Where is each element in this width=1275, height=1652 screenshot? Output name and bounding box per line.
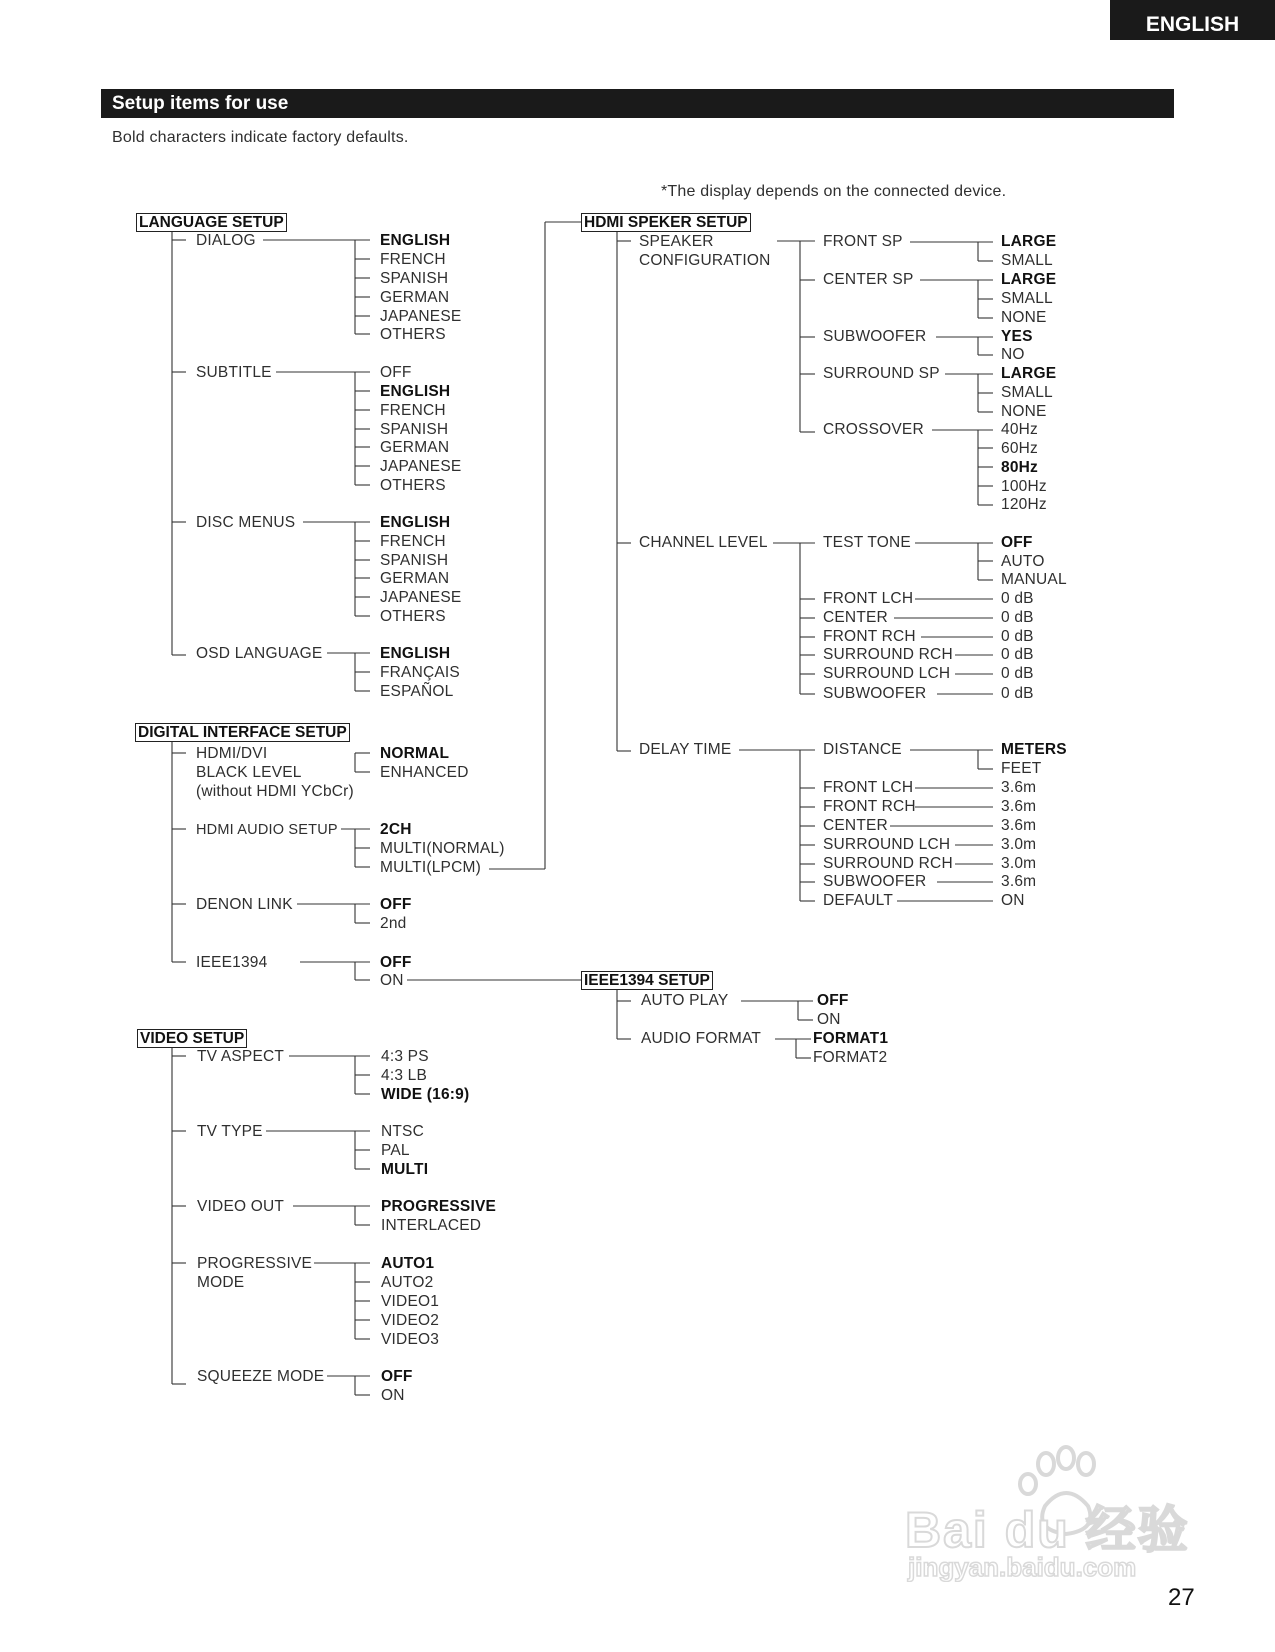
subwoofer-sp-option: YES — [1001, 328, 1033, 345]
delay-value: 3.0m — [1001, 855, 1037, 872]
subtitle-option: OFF — [380, 364, 412, 381]
dialog-label: DIALOG — [196, 232, 256, 249]
subtitle-option: JAPANESE — [380, 458, 462, 475]
tv-aspect-option: 4:3 PS — [381, 1048, 429, 1065]
center-sp-option: SMALL — [1001, 290, 1053, 307]
language-tab: ENGLISH — [1110, 0, 1275, 40]
delay-value: 3.6m — [1001, 817, 1037, 834]
test-tone-option: OFF — [1001, 534, 1033, 551]
disc-menus-option: JAPANESE — [380, 589, 462, 606]
language-setup-title: LANGUAGE SETUP — [136, 213, 287, 232]
audio-format-option: FORMAT2 — [813, 1049, 888, 1066]
squeeze-mode-label: SQUEEZE MODE — [197, 1368, 325, 1385]
disc-menus-label: DISC MENUS — [196, 514, 296, 531]
channel-level-value: 0 dB — [1001, 685, 1034, 702]
audio-format-label: AUDIO FORMAT — [641, 1030, 762, 1047]
denon-link-label: DENON LINK — [196, 896, 293, 913]
delay-time-label: DELAY TIME — [639, 741, 732, 758]
crossover-option: 120Hz — [1001, 496, 1047, 513]
dialog-option: GERMAN — [380, 289, 450, 306]
black-level-label: BLACK LEVEL — [196, 764, 302, 781]
progressive-mode-option: AUTO1 — [381, 1255, 435, 1272]
footnote: *The display depends on the connected device. — [661, 183, 1007, 200]
surround-sp-label: SURROUND SP — [823, 365, 940, 382]
hdmi-audio-label: HDMI AUDIO SETUP — [196, 822, 338, 838]
channel-level-value: 0 dB — [1001, 590, 1034, 607]
delay-value: 3.6m — [1001, 873, 1037, 890]
tv-type-option: PAL — [381, 1142, 410, 1159]
delay-channel: CENTER — [823, 817, 888, 834]
tv-aspect-option: WIDE (16:9) — [381, 1086, 470, 1103]
delay-channel: FRONT LCH — [823, 779, 914, 796]
disc-menus-option: GERMAN — [380, 570, 450, 587]
dialog-option: ENGLISH — [380, 232, 451, 249]
ieee1394-option: OFF — [380, 954, 412, 971]
disc-menus-option: OTHERS — [380, 608, 446, 625]
tv-type-label: TV TYPE — [197, 1123, 263, 1140]
ieee1394-label: IEEE1394 — [196, 954, 268, 971]
delay-value: 3.6m — [1001, 779, 1037, 796]
channel-level-value: 0 dB — [1001, 628, 1034, 645]
crossover-label: CROSSOVER — [823, 421, 924, 438]
squeeze-mode-option: ON — [381, 1387, 405, 1404]
ieee1394-setup-title: IEEE1394 SETUP — [581, 971, 713, 990]
crossover-option: 40Hz — [1001, 421, 1038, 438]
channel-level-channel: FRONT LCH — [823, 590, 914, 607]
crossover-option: 60Hz — [1001, 440, 1038, 457]
delay-value: 3.6m — [1001, 798, 1037, 815]
delay-channel: FRONT RCH — [823, 798, 916, 815]
test-tone-label: TEST TONE — [823, 534, 911, 551]
tv-type-option: MULTI — [381, 1161, 429, 1178]
watermark-url: jingyan.baidu.com — [908, 1552, 1137, 1582]
delay-channel: SUBWOOFER — [823, 873, 927, 890]
defaults-note: Bold characters indicate factory defaults. — [112, 129, 409, 146]
dialog-option: FRENCH — [380, 251, 446, 268]
surround-sp-option: SMALL — [1001, 384, 1053, 401]
section-title: Setup items for use — [101, 89, 1174, 118]
video-out-option: PROGRESSIVE — [381, 1198, 497, 1215]
channel-level-channel: CENTER — [823, 609, 888, 626]
delay-value: 3.0m — [1001, 836, 1037, 853]
squeeze-mode-option: OFF — [381, 1368, 413, 1385]
channel-level-value: 0 dB — [1001, 609, 1034, 626]
tv-type-option: NTSC — [381, 1123, 424, 1140]
subtitle-option: OTHERS — [380, 477, 446, 494]
subwoofer-sp-option: NO — [1001, 346, 1025, 363]
progressive-mode-label: MODE — [197, 1274, 245, 1291]
channel-level-value: 0 dB — [1001, 646, 1034, 663]
osd-language-option: ENGLISH — [380, 645, 451, 662]
progressive-mode-option: AUTO2 — [381, 1274, 434, 1291]
delay-channel: DEFAULT — [823, 892, 894, 909]
subtitle-option: FRENCH — [380, 402, 446, 419]
disc-menus-option: ENGLISH — [380, 514, 451, 531]
baidu-watermark — [900, 1440, 1200, 1590]
center-sp-label: CENTER SP — [823, 271, 914, 288]
audio-format-option: FORMAT1 — [813, 1030, 889, 1047]
surround-sp-option: NONE — [1001, 403, 1047, 420]
ieee1394-option: ON — [380, 972, 404, 989]
denon-link-option: OFF — [380, 896, 412, 913]
speaker-config-label: SPEAKER — [639, 233, 714, 250]
disc-menus-option: SPANISH — [380, 552, 449, 569]
delay-channel: SURROUND RCH — [823, 855, 953, 872]
center-sp-option: NONE — [1001, 309, 1047, 326]
black-level-option: NORMAL — [380, 745, 450, 762]
osd-language-option: ESPAÑOL — [380, 683, 454, 700]
subtitle-option: ENGLISH — [380, 383, 451, 400]
center-sp-option: LARGE — [1001, 271, 1057, 288]
delay-value: ON — [1001, 892, 1025, 909]
tv-aspect-option: 4:3 LB — [381, 1067, 428, 1084]
watermark-brand: Bai du 经验 — [905, 1502, 1190, 1558]
video-out-option: INTERLACED — [381, 1217, 482, 1234]
osd-language-label: OSD LANGUAGE — [196, 645, 323, 662]
progressive-mode-label: PROGRESSIVE — [197, 1255, 313, 1272]
hdmi-audio-option: MULTI(LPCM) — [380, 859, 481, 876]
osd-language-option: FRANÇAIS — [380, 664, 460, 681]
progressive-mode-option: VIDEO2 — [381, 1312, 440, 1329]
channel-level-value: 0 dB — [1001, 665, 1034, 682]
auto-play-label: AUTO PLAY — [641, 992, 729, 1009]
dialog-option: SPANISH — [380, 270, 449, 287]
hdmi-audio-option: MULTI(NORMAL) — [380, 840, 505, 857]
front-sp-option: LARGE — [1001, 233, 1057, 250]
disc-menus-option: FRENCH — [380, 533, 446, 550]
front-sp-option: SMALL — [1001, 252, 1053, 269]
subtitle-option: SPANISH — [380, 421, 449, 438]
tv-aspect-label: TV ASPECT — [197, 1048, 285, 1065]
denon-link-option: 2nd — [380, 915, 407, 932]
auto-play-option: OFF — [817, 992, 849, 1009]
surround-sp-option: LARGE — [1001, 365, 1057, 382]
crossover-option: 100Hz — [1001, 478, 1047, 495]
front-sp-label: FRONT SP — [823, 233, 903, 250]
delay-channel: SURROUND LCH — [823, 836, 951, 853]
channel-level-channel: SURROUND LCH — [823, 665, 951, 682]
distance-label: DISTANCE — [823, 741, 902, 758]
progressive-mode-option: VIDEO1 — [381, 1293, 440, 1310]
test-tone-option: AUTO — [1001, 553, 1045, 570]
channel-level-label: CHANNEL LEVEL — [639, 534, 768, 551]
channel-level-channel: FRONT RCH — [823, 628, 916, 645]
auto-play-option: ON — [817, 1011, 841, 1028]
subtitle-option: GERMAN — [380, 439, 450, 456]
page-number: 27 — [1168, 1584, 1195, 1611]
subwoofer-sp-label: SUBWOOFER — [823, 328, 927, 345]
digital-interface-setup-title: DIGITAL INTERFACE SETUP — [135, 723, 350, 742]
black-level-label: HDMI/DVI — [196, 745, 268, 762]
hdmi-speaker-setup-title: HDMI SPEKER SETUP — [581, 213, 751, 232]
video-out-label: VIDEO OUT — [197, 1198, 285, 1215]
progressive-mode-option: VIDEO3 — [381, 1331, 440, 1348]
crossover-option: 80Hz — [1001, 459, 1038, 476]
test-tone-option: MANUAL — [1001, 571, 1067, 588]
distance-option: FEET — [1001, 760, 1042, 777]
black-level-option: ENHANCED — [380, 764, 469, 781]
black-level-label: (without HDMI YCbCr) — [196, 783, 354, 800]
speaker-config-label: CONFIGURATION — [639, 252, 771, 269]
channel-level-channel: SURROUND RCH — [823, 646, 953, 663]
subtitle-label: SUBTITLE — [196, 364, 272, 381]
hdmi-audio-option: 2CH — [380, 821, 412, 838]
channel-level-channel: SUBWOOFER — [823, 685, 927, 702]
video-setup-title: VIDEO SETUP — [137, 1029, 247, 1048]
dialog-option: OTHERS — [380, 326, 446, 343]
dialog-option: JAPANESE — [380, 308, 462, 325]
distance-option: METERS — [1001, 741, 1067, 758]
